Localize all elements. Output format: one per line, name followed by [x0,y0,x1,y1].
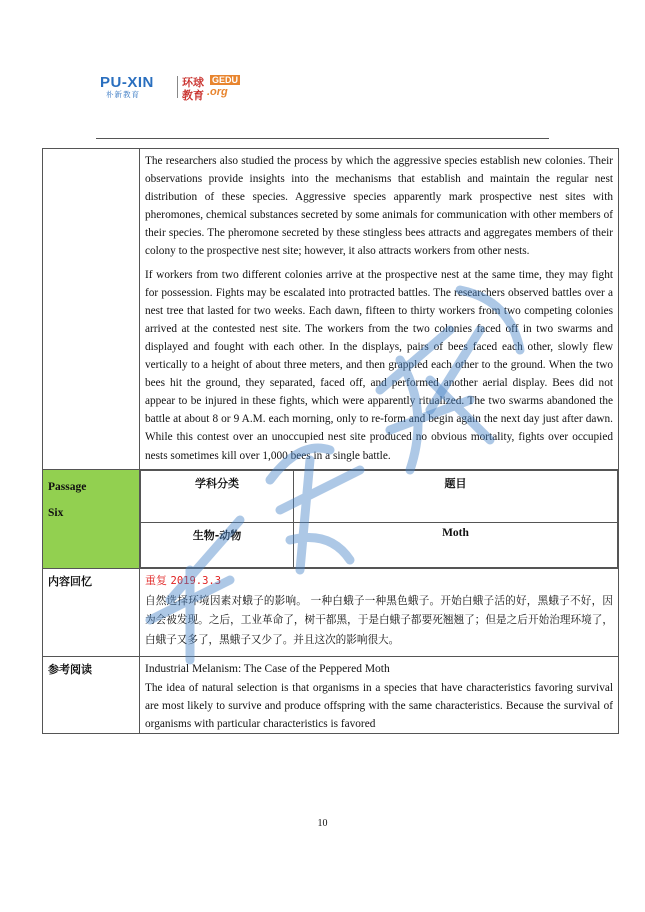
passage-label: Passage [48,480,87,493]
topic-value: Moth [294,522,618,567]
logo-jiaoyu: 教育 [182,89,204,102]
subject-value: 生物-动物 [141,522,294,567]
classification-table [140,470,618,568]
repeat-prefix: 重复 [145,573,167,587]
reference-label: 参考阅读 [43,657,140,734]
passage-number: Six [48,506,64,519]
empty-label-cell [43,149,140,470]
paragraph-1: The researchers also studied the process by which the aggressive species establish new colonies. Their observations provide insights into the mechanisms that establish and maintain the regular nest distribution of these species. Aggressive species apparently mark prospective nest sites with pheromones, chemical substances secreted by some animals for communication with other members of their species. The pheromone secreted by these stingless bees attracts and aggregates members of their colony to the prospective nest site; however, it also attracts workers from other nests. [145,155,613,258]
topic-header: 题目 [294,470,618,522]
table-row-reference [43,657,619,734]
logo-separator [177,76,178,98]
recall-text: 自然选择环境因素对蛾子的影响。 一种白蛾子一种黑色蛾子。开始白蛾子活的好，黑蛾子不好，因为会被发现。之后，工业革命了，树干都黑，于是白蛾子都要死翘翘了；但是之后开始治理环境了， 白蛾子又多了，黑蛾子又少了。并且这次的影响很大。 [145,594,613,646]
logo-org: .org [207,86,228,98]
reference-title: Industrial Melanism: The Case of the Peppered Moth [145,663,390,676]
recall-label: 内容回忆 [43,568,140,657]
subject-header: 学科分类 [141,470,294,522]
classification-cell [140,469,619,568]
repeat-note [140,569,618,588]
paragraph-2: If workers from two different colonies arrive at the prospective nest at the same time, they may fight for possession. Fights may be escalated into protracted battles. The researchers observed battles over a nest tree that lasted for two weeks. Each dawn, fifteen to thirty workers from two competing colonies arrived at the contested nest site. The workers from the two colonies faced off in two swarms and displayed and fought with each other. In the displays, pairs of bees faced each other, slowly flew vertically to a height of about three meters, and then grappled each other to the ground. When the two bees hit the ground, they separated, faced off, and performed another aerial display. Bees did not appear to be injured in these fights, which were apparently ritualized. The two swarms abandoned the battle at about 8 or 9 A.M. each morning, only to re-form and begin again the next day just after dawn. While this contest over an unoccupied nest site produced no obvious mortality, fights over occupied nests sometimes kill over 1,000 bees in a single battle. [145,268,613,462]
reference-body: The idea of natural selection is that organisms in a species that have characteristics favoring survival are most likely to survive and produce offspring with the same characteristics. Because the survival of organisms with particular characteristics is favored [145,682,613,731]
table-row-recall [43,568,619,657]
repeat-date: 2019.3.3 [170,574,222,587]
passage-text-cell [140,149,619,470]
passage-label-cell [43,469,140,568]
page-number: 10 [317,818,328,829]
logo-huanqiu: 环球 [182,76,204,89]
gedu-logo [100,74,245,100]
logo-puxin: PU-XIN [100,74,154,91]
logo-puxin-sub: 朴新教育 [106,90,140,99]
reference-cell [140,657,619,734]
table-row-continuation [43,149,619,470]
recall-cell [140,568,619,657]
table-row-passage [43,469,619,568]
logo-gedu: GEDU [212,75,239,85]
header-rule [96,138,549,139]
passage-table [42,148,619,734]
